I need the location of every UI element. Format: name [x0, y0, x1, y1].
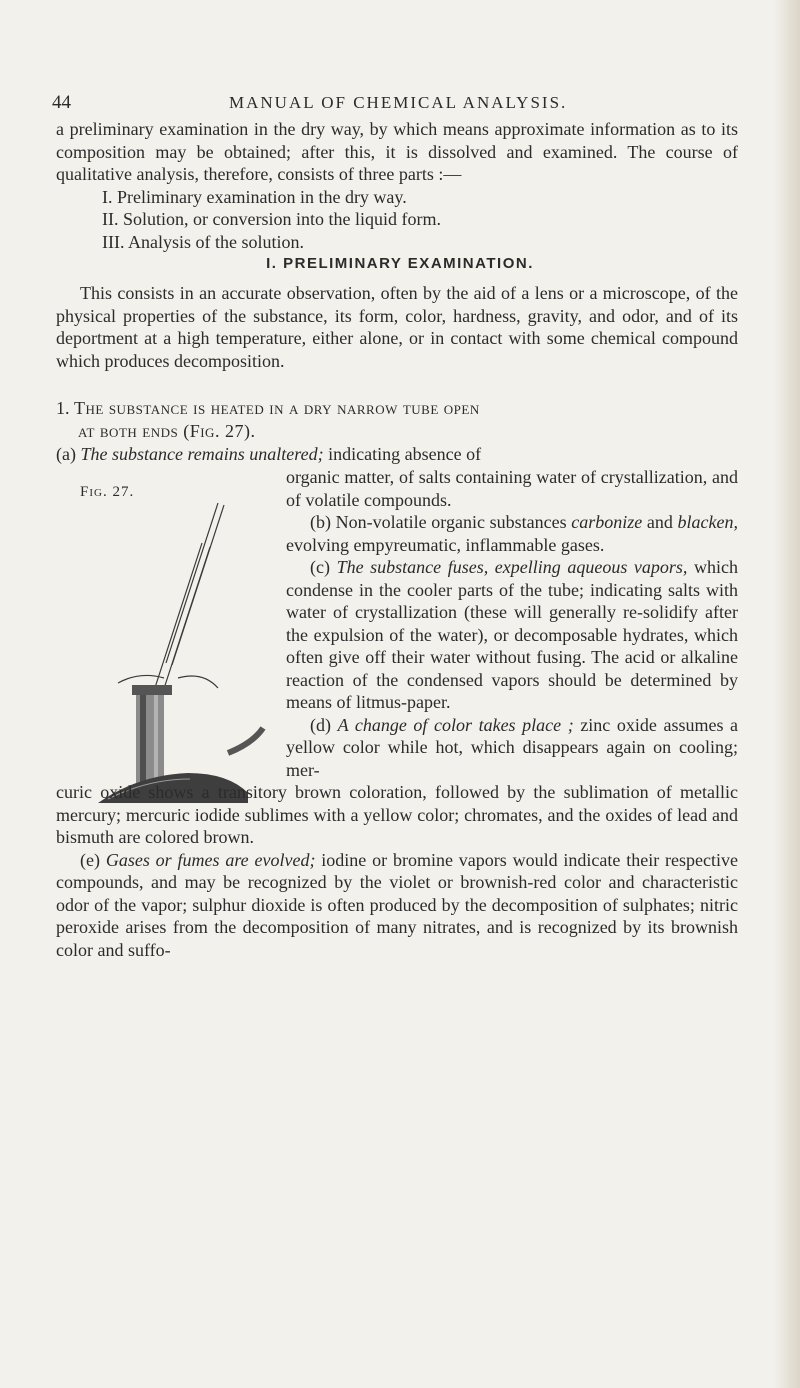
item-b-rest: evolving empyreumatic, inflammable gases.: [286, 534, 605, 555]
item-c-marker: (c): [310, 557, 330, 577]
list-item: II. Solution, or conversion into the liquid form.: [102, 209, 441, 230]
item-a-first-line: [56, 443, 738, 466]
item-b-italic-carbonize: carbonize: [571, 512, 643, 532]
item-e-marker: (e): [80, 849, 100, 870]
items-right-column: [286, 466, 738, 781]
item-b-lead: Non-volatile organic substances: [335, 512, 567, 532]
item-c: [286, 556, 738, 714]
item-d-rest-column: zinc oxide assumes a yellow color while hot, which disappears again on cooling; mer-: [286, 714, 739, 780]
item-d-marker: (d): [310, 714, 331, 735]
intro-paragraph: a preliminary examination in the dry way, by which means approximate information as to its composition may be obtained; after this, it is dissolved and examined. The course of qualitative analysis, therefore, consists of three parts :—: [56, 119, 738, 184]
item-a-continued: organic matter, of salts containing water of crystallization, and of volatile compounds.: [286, 467, 738, 510]
item-d-italic: A change of color takes place ;: [337, 714, 574, 735]
item-a-italic: The substance remains unaltered;: [80, 444, 324, 464]
page-number: 44: [52, 92, 71, 113]
subsection-title-line1: The substance is heated in a dry narrow tube open: [74, 398, 480, 418]
item-e-italic: Gases or fumes are evolved;: [105, 849, 316, 870]
item-d-continued: curic oxide shows a transitory brown coloration, followed by the sublimation of metallic mercury; mercuric iodide sublimes with a yellow color; chromates, and the oxides of lead and bismuth are colored brown.: [56, 782, 738, 847]
item-d: [286, 714, 738, 782]
item-b-italic-blacken: blacken,: [677, 512, 739, 532]
item-a-line1-rest: indicating absence of: [328, 444, 482, 464]
list-item: I. Preliminary examination in the dry way.: [102, 187, 407, 207]
item-a-marker: (a): [56, 444, 76, 464]
page-edge-shadow: [774, 0, 800, 1388]
figure-label: Fig. 27.: [80, 484, 135, 500]
subsection-number: 1.: [56, 398, 70, 418]
parts-list: [102, 186, 441, 253]
book-title: MANUAL OF CHEMICAL ANALYSIS.: [229, 93, 568, 112]
list-item: III. Analysis of the solution.: [102, 231, 304, 252]
subsection-heading: [56, 397, 738, 442]
section-heading: I. PRELIMINARY EXAMINATION.: [266, 255, 534, 272]
clamp-top-icon: [132, 685, 172, 695]
item-e-rest: iodine or bromine vapors would indicate their respective compounds, and may be recognized by the violet or brownish-red color and characteristic odor of the vapor; sulphur dioxide is often produced by the decomposition of sulphates; nitric peroxide arises from the decomposition of many nitrates, and is recognized by its brownish color and suffo-: [56, 849, 739, 960]
subsection-title-line2: at both ends (Fig. 27).: [78, 420, 256, 441]
item-c-italic: The substance fuses, expelling aqueous vapors,: [336, 557, 688, 577]
item-c-rest: which condense in the cooler parts of the tube; indicating salts with water of crystallization (these will generally re-solidify after the expulsion of the water), or decomposable hydrates, which often give off their water without fusing. The acid or alkaline reaction of the condensed vapors should be determined by means of litmus-paper.: [286, 557, 739, 712]
item-b-and: and: [646, 512, 673, 532]
section-paragraph: This consists in an accurate observation, often by the aid of a lens or a microscope, of the physical properties of the substance, its form, color, hardness, gravity, and odor, and of its deportment at a high temperature, either alone, or in contact with some chemical compound which produces decomposition.: [56, 283, 738, 371]
item-b-marker: (b): [310, 512, 331, 532]
item-b: [286, 511, 738, 556]
running-head: [52, 92, 752, 114]
figure-27-tube-illustration: [78, 503, 288, 803]
items-full-width: [56, 781, 738, 961]
item-e: [56, 849, 738, 962]
